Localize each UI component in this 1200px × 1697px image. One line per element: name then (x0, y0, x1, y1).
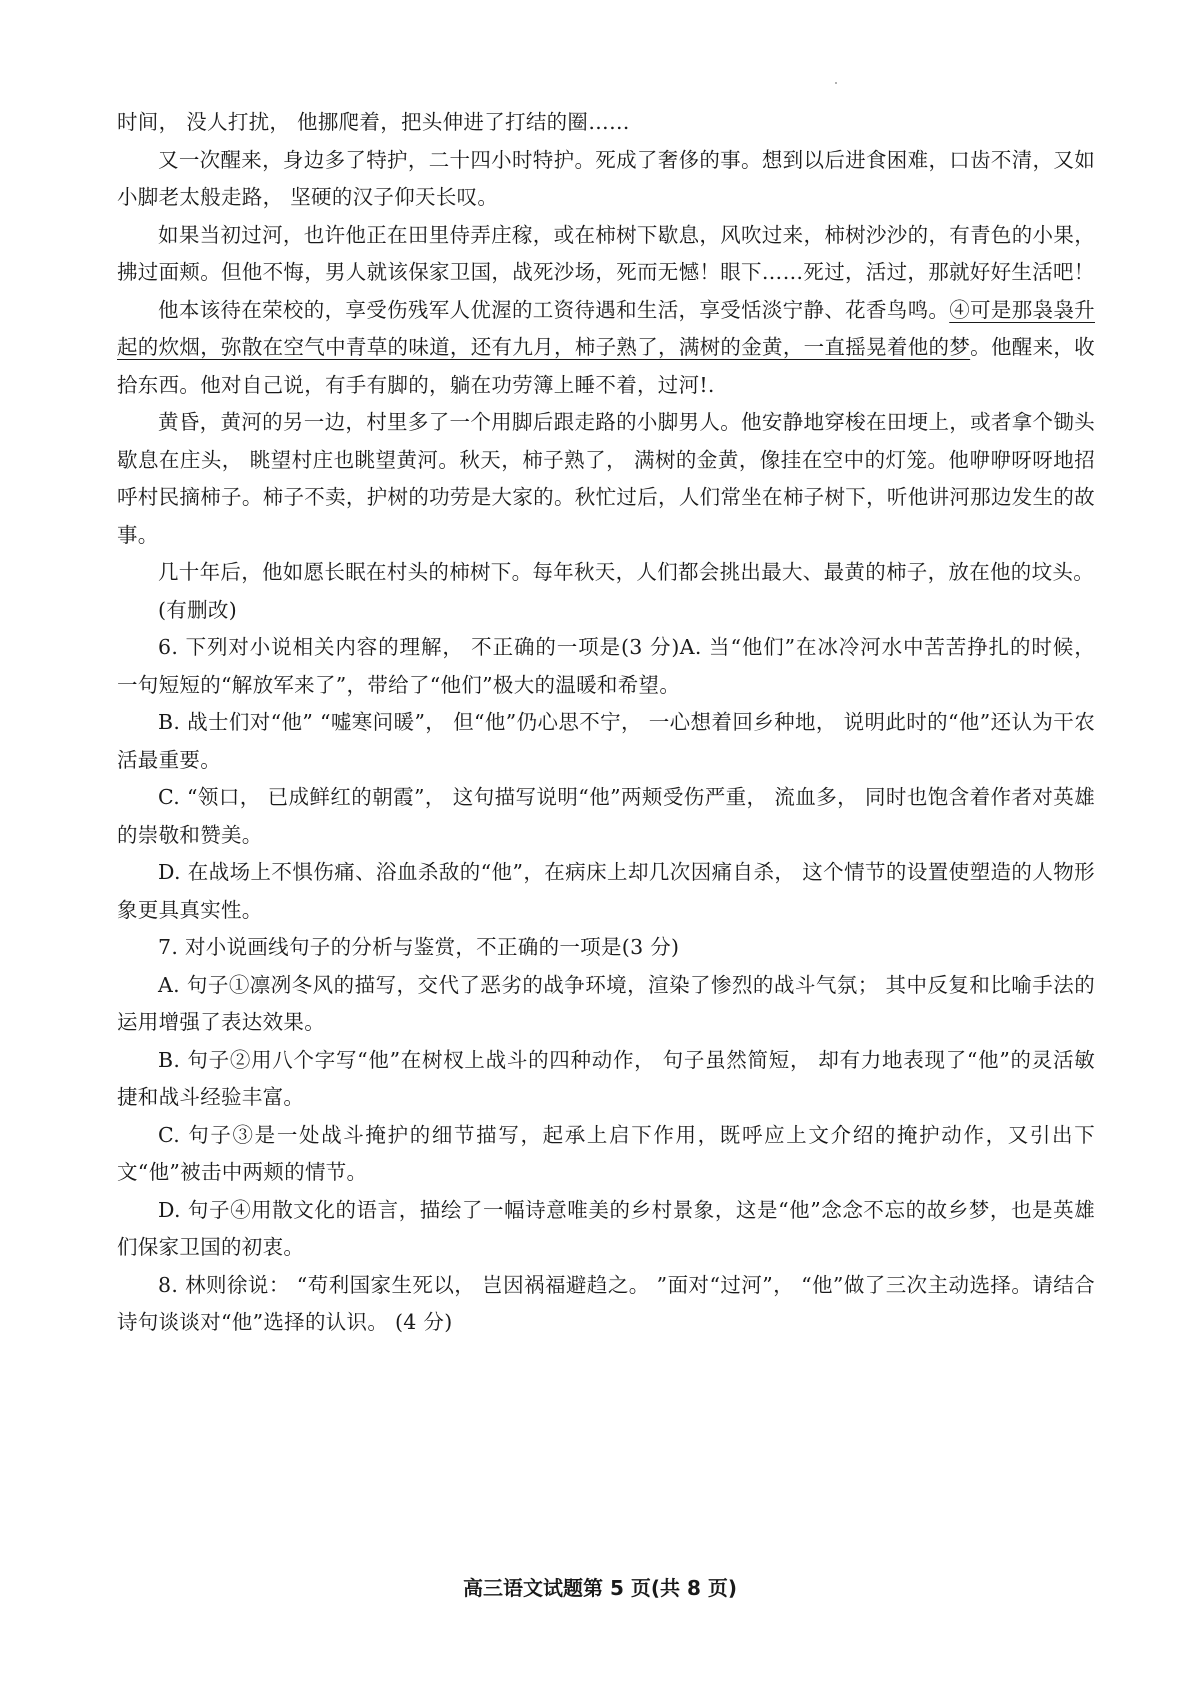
paragraph-4-lead: 他本该待在荣校的，享受伤残军人优渥的工资待遇和生活，享受恬淡宁静、花香鸟鸣。 (158, 297, 950, 322)
question-7-option-b: B. 句子②用八个字写“他”在树杈上战斗的四种动作， 句子虽然简短， 却有力地表现了“他”的灵活敏捷和战斗经验丰富。 (117, 1047, 1095, 1109)
paragraph-3: 如果当初过河，也许他正在田里侍弄庄稼，或在柿树下歇息，风吹过来，柿树沙沙的，有青色的小果，拂过面颊。但他不悔，男人就该保家卫国，战死沙场，死而无憾！眼下……死过，活过，那就好好生活吧！ (117, 222, 1095, 284)
question-7-option-d: D. 句子④用散文化的语言，描绘了一幅诗意唯美的乡村景象，这是“他”念念不忘的故乡梦，也是英雄们保家卫国的初衷。 (117, 1197, 1095, 1259)
question-8: 8. 林则徐说： “苟利国家生死以， 岂因祸福避趋之。 ”面对“过河”， “他”做了三次主动选择。请结合诗句谈谈对“他”选择的认识。 (4 分) (117, 1272, 1095, 1334)
paragraph-4-tail: 。他醒来，收拾东西。他对自己说，有手有脚的，躺在功劳簿上睡不着，过河!. (117, 335, 1095, 397)
question-6-option-b: B. 战士们对“他” “嘘寒问暖”， 但“他”仍心思不宁， 一心想着回乡种地， 说明此时的“他”还认为干农活最重要。 (117, 710, 1095, 772)
paragraph-1: 时间， 没人打扰， 他挪爬着，把头伸进了打结的圈…… (117, 110, 630, 134)
underlined-sentence-4: ④可是那袅袅升起的炊烟，弥散在空气中青草的味道，还有九月，柿子熟了，满树的金黄，一直摇晃着他的梦 (117, 297, 1095, 359)
paragraph-2: 又一次醒来，身边多了特护，二十四小时特护。死成了奢侈的事。想到以后进食困难，口齿不清，又如小脚老太般走路， 坚硬的汉子仰天长叹。 (117, 147, 1095, 209)
page-footer: 高三语文试题第 5 页(共 8 页) (463, 1576, 737, 1600)
scan-speck (835, 82, 837, 84)
question-7: 7. 对小说画线句子的分析与鉴赏，不正确的一项是(3 分) (158, 935, 680, 959)
question-6: 6. 下列对小说相关内容的理解， 不正确的一项是(3 分)A. 当“他们”在冰冷河水中苦苦挣扎的时候， 一句短短的“解放军来了”，带给了“他们”极大的温暖和希望。 (117, 635, 1095, 697)
paragraph-5: 黄昏，黄河的另一边，村里多了一个用脚后跟走路的小脚男人。他安静地穿梭在田埂上，或者拿个锄头歇息在庄头， 眺望村庄也眺望黄河。秋天，柿子熟了， 满树的金黄，像挂在空中的灯笼。他咿咿呀呀地招呼村民摘柿子。柿子不卖，护树的功劳是大家的。秋忙过后，人们常坐在柿子树下，听他讲河那边发生的故事。 (117, 410, 1095, 547)
paragraph-4 (117, 292, 1095, 405)
question-6-option-c: C. “领口， 已成鲜红的朝霞”， 这句描写说明“他”两颊受伤严重， 流血多， 同时也饱含着作者对英雄的崇敬和赞美。 (117, 785, 1095, 847)
question-7-option-a: A. 句子①凛冽冬风的描写，交代了恶劣的战争环境，渲染了惨烈的战斗气氛； 其中反复和比喻手法的运用增强了表达效果。 (117, 972, 1095, 1034)
source-note: (有删改) (158, 597, 237, 622)
text-body (117, 104, 1095, 1342)
question-6-option-d: D. 在战场上不惧伤痛、浴血杀敌的“他”，在病床上却几次因痛自杀， 这个情节的设置使塑造的人物形象更具真实性。 (117, 860, 1095, 922)
paragraph-6: 几十年后，他如愿长眠在村头的柿树下。每年秋天，人们都会挑出最大、最黄的柿子，放在他的坟头。 (158, 560, 1094, 584)
question-7-option-c: C. 句子③是一处战斗掩护的细节描写，起承上启下作用，既呼应上文介绍的掩护动作，又引出下文“他”被击中两颊的情节。 (117, 1122, 1095, 1184)
